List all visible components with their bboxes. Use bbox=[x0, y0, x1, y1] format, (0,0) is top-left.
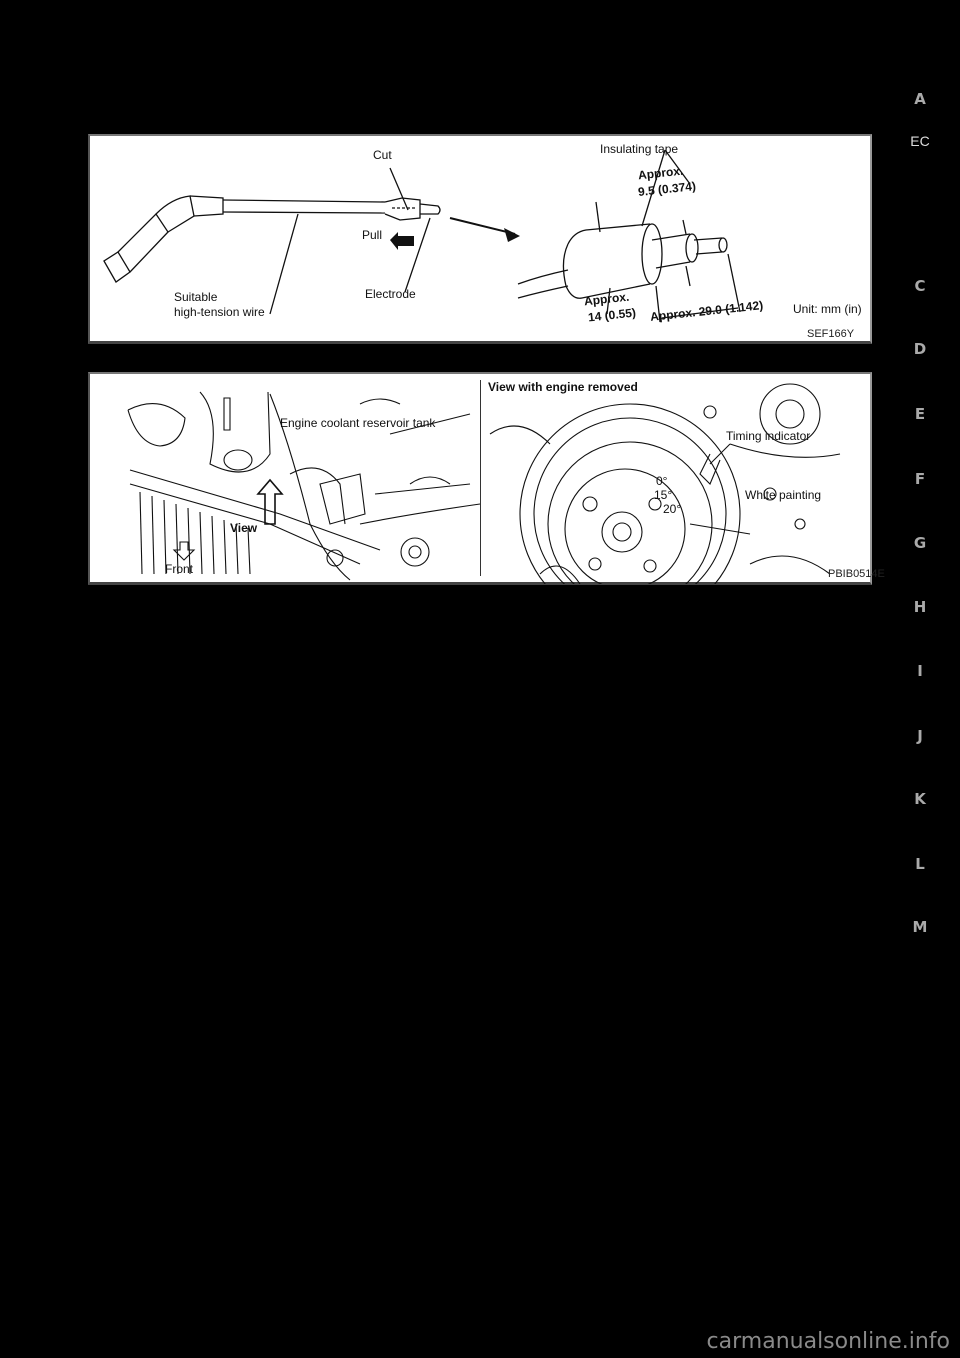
label-cut: Cut bbox=[373, 148, 392, 162]
label-20-deg: 20° bbox=[663, 502, 682, 516]
figure-spark-plug-wire bbox=[88, 134, 872, 344]
label-view: View bbox=[230, 521, 258, 535]
label-white-painting: White painting bbox=[745, 488, 822, 502]
pull-arrow-icon bbox=[390, 232, 414, 250]
figure-code: PBIB0514E bbox=[828, 568, 885, 580]
label-approx-14-a: Approx. bbox=[583, 289, 630, 309]
label-reservoir-tank: Engine coolant reservoir tank bbox=[280, 416, 436, 430]
label-0-deg: 0° bbox=[656, 474, 668, 488]
index-tab-g[interactable]: G bbox=[913, 534, 927, 552]
label-front: Front bbox=[165, 562, 194, 576]
index-tab-c[interactable]: C bbox=[914, 277, 926, 295]
detail-arrow-icon bbox=[504, 228, 520, 242]
engine-illustration bbox=[90, 374, 870, 584]
index-tab-m[interactable]: M bbox=[912, 918, 928, 936]
index-tab-k[interactable]: K bbox=[914, 790, 926, 808]
watermark: carmanualsonline.info bbox=[706, 1329, 950, 1354]
index-tab-l[interactable]: L bbox=[915, 855, 925, 873]
label-wire-2: high-tension wire bbox=[174, 305, 265, 319]
label-approx-29: Approx. 29.0 (1.142) bbox=[649, 298, 764, 324]
index-tab-i[interactable]: I bbox=[917, 662, 923, 680]
label-approx-14-b: 14 (0.55) bbox=[587, 305, 637, 325]
index-tab-d[interactable]: D bbox=[913, 340, 927, 358]
section-index bbox=[880, 0, 960, 1000]
label-approx-9-5-a: Approx. bbox=[637, 163, 684, 183]
label-electrode: Electrode bbox=[365, 287, 416, 301]
label-approx-9-5-b: 9.5 (0.374) bbox=[637, 179, 697, 199]
index-tab-j[interactable]: J bbox=[917, 727, 923, 745]
index-tab-a[interactable]: A bbox=[914, 90, 926, 108]
label-view-engine-removed: View with engine removed bbox=[488, 380, 638, 394]
index-tab-ec[interactable]: EC bbox=[910, 133, 930, 149]
label-insulating-tape: Insulating tape bbox=[600, 142, 679, 156]
label-timing-indicator: Timing indicator bbox=[726, 429, 811, 443]
label-15-deg: 15° bbox=[654, 488, 673, 502]
label-pull: Pull bbox=[362, 228, 383, 242]
figure-timing-mark bbox=[88, 372, 885, 585]
index-tab-f[interactable]: F bbox=[914, 470, 926, 488]
figure-code: SEF166Y bbox=[807, 328, 855, 340]
label-unit: Unit: mm (in) bbox=[793, 302, 862, 316]
index-tab-e[interactable]: E bbox=[914, 405, 926, 423]
index-tab-h[interactable]: H bbox=[913, 598, 927, 616]
label-wire-1: Suitable bbox=[174, 290, 218, 304]
